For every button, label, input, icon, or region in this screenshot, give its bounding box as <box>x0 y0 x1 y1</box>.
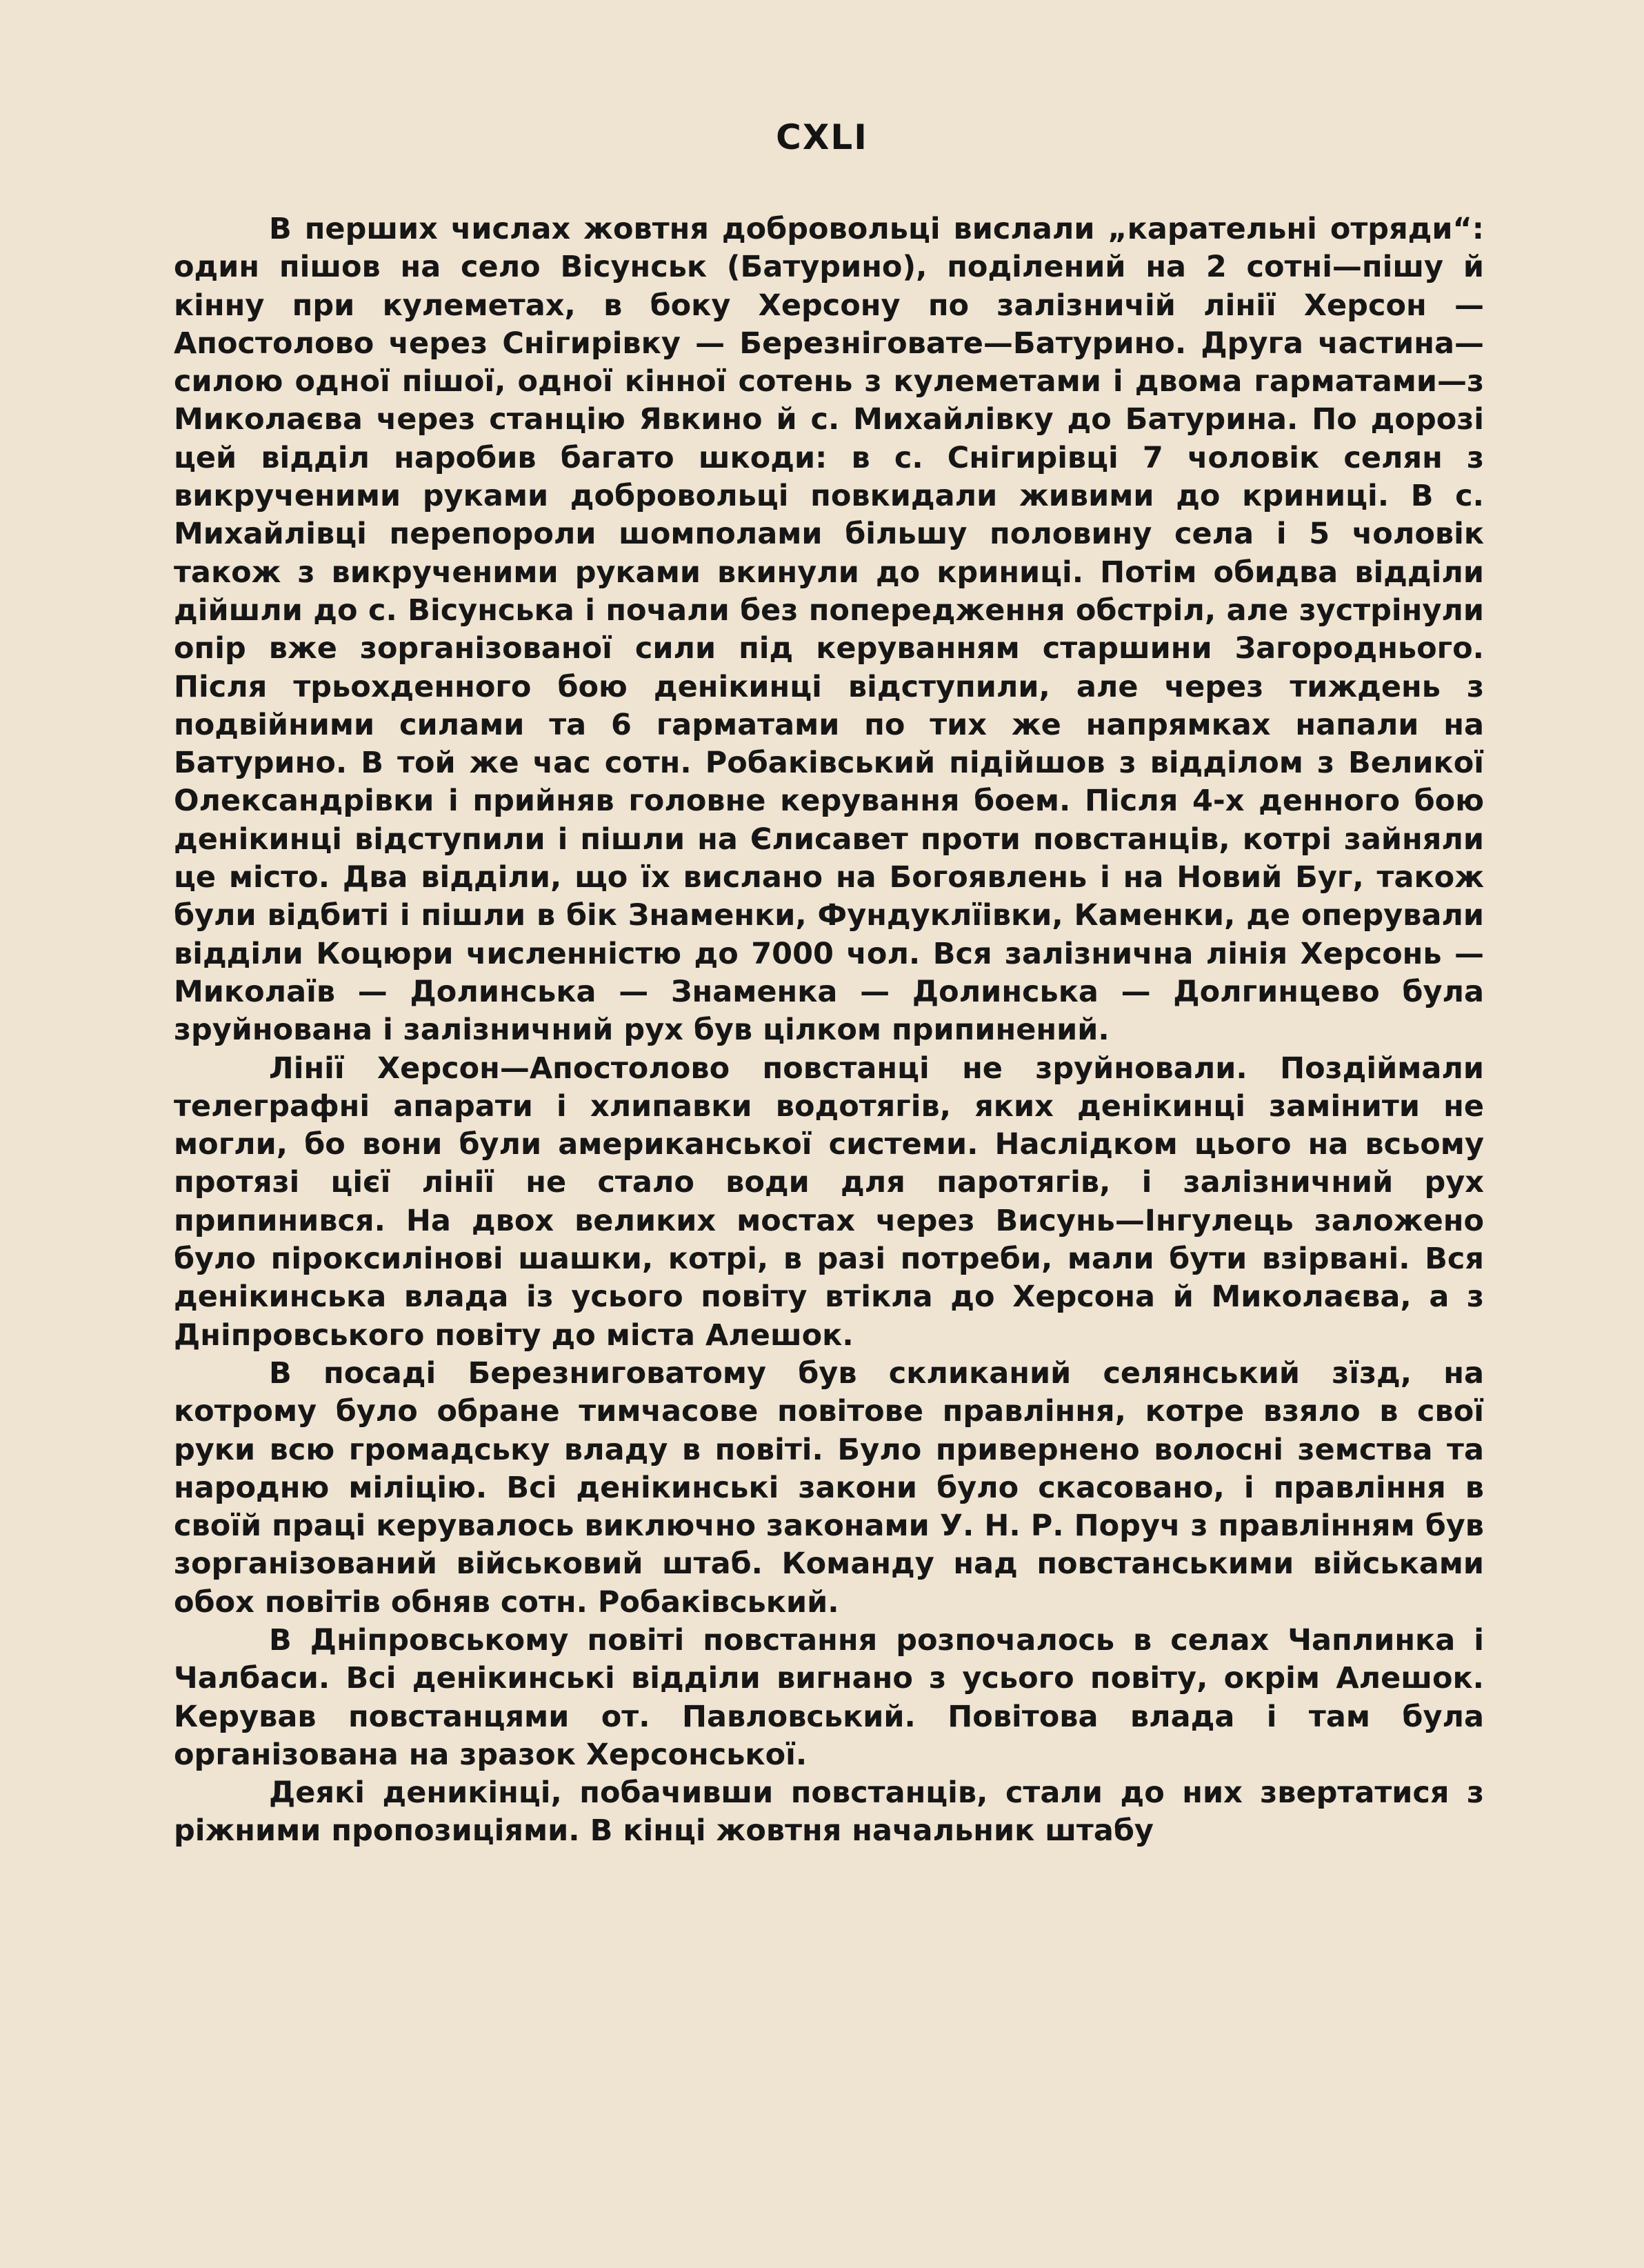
page-number: CXLI <box>776 117 868 157</box>
paragraph: Лінії Херсон—Апостолово повстанці не зруйновали. Поздіймали телеграфні апарати і хлипавки водотягів, яких денікинці замінити не могли, бо вони були американської системи. Наслідком цього на всьому протязі цієї лінії не стало води для паротягів, і залізничний рух припинився. На двох великих мостах через Висунь—Інгулець заложено було піроксилінові шашки, котрі, в разі потреби, мали бути взірвані. Вся денікинська влада із усього повіту втікла до Херсона й Миколаєва, а з Дніпровського повіту до міста Алешок. <box>174 1051 1484 1353</box>
paragraph: В перших числах жовтня добровольці вислали „карательні отряди“: один пішов на село Вісунськ (Батурино), поділений на 2 сотні—пішу й кінну при кулеметах, в боку Херсону по залізничій лінії Херсон — Апостолово через Снігирівку — Березніговате—Батурино. Друга частина—силою одної пішої, одної кінної сотень з кулеметами і двома гарматами—з Миколаєва через станцію Явкино й с. Михайлівку до Батурина. По дорозі цей відділ наробив багато шкоди: в с. Снігирівці 7 чоловік селян з викрученими руками добровольці повкидали живими до криниці. В с. Михайлівці перепороли шомполами більшу половину села і 5 чоловік також з викрученими руками вкинули до криниці. Потім обидва відділи дійшли до с. Вісунська і почали без попередження обстріл, але зустрінули опір вже зорганізованої сили під керуванням старшини Загороднього. Після трьохденного бою денікинці відступили, але через тиждень з подвійними силами та 6 гарматами по тих же напрямках напали на Батурино. В той же час сотн. Робаківський підійшов з відділом з Великої Олександрівки і прийняв головне керування боем. Після 4-х денного бою денікинці відступили і пішли на Єлисавет проти повстанців, котрі зайняли це місто. Два відділи, що їх вислано на Богоявлень і на Новий Буг, також були відбиті і пішли в бік Знаменки, Фундуклїівки, Каменки, де оперували відділи Коцюри численністю до 7000 чол. Вся залізнична лінія Херсонь — Миколаїв — Долинська — Знаменка — Долинська — Долгинцево була зруйнована і залізничний рух був цілком припинений. <box>174 212 1484 1048</box>
paragraph: Деякі деникінці, побачивши повстанців, стали до них звертатися з ріжними пропозиціями. В кінці жовтня начальник штабу <box>174 1775 1484 1849</box>
paragraph: В посаді Березниговатому був скликаний селянський зїзд, на котрому було обране тимчасове повітове правління, котре взяло в свої руки всю громадську владу в повіті. Було привернено волосні земства та народню міліцію. Всі денікинські закони було скасовано, і правління в своїй праці керувалось виключно законами У. Н. Р. Поруч з правлінням був зорганізований військовий штаб. Команду над повстанськими військами обох повітів обняв сотн. Робаківський. <box>174 1355 1484 1620</box>
body-text <box>174 210 1484 1851</box>
paragraph: В Дніпровському повіті повстання розпочалось в селах Чаплинка і Чалбаси. Всі денікинські відділи вигнано з усього повіту, окрім Алешок. Керував повстанцями от. Павловський. Повітова влада і там була організована на зразок Херсонської. <box>174 1622 1484 1772</box>
